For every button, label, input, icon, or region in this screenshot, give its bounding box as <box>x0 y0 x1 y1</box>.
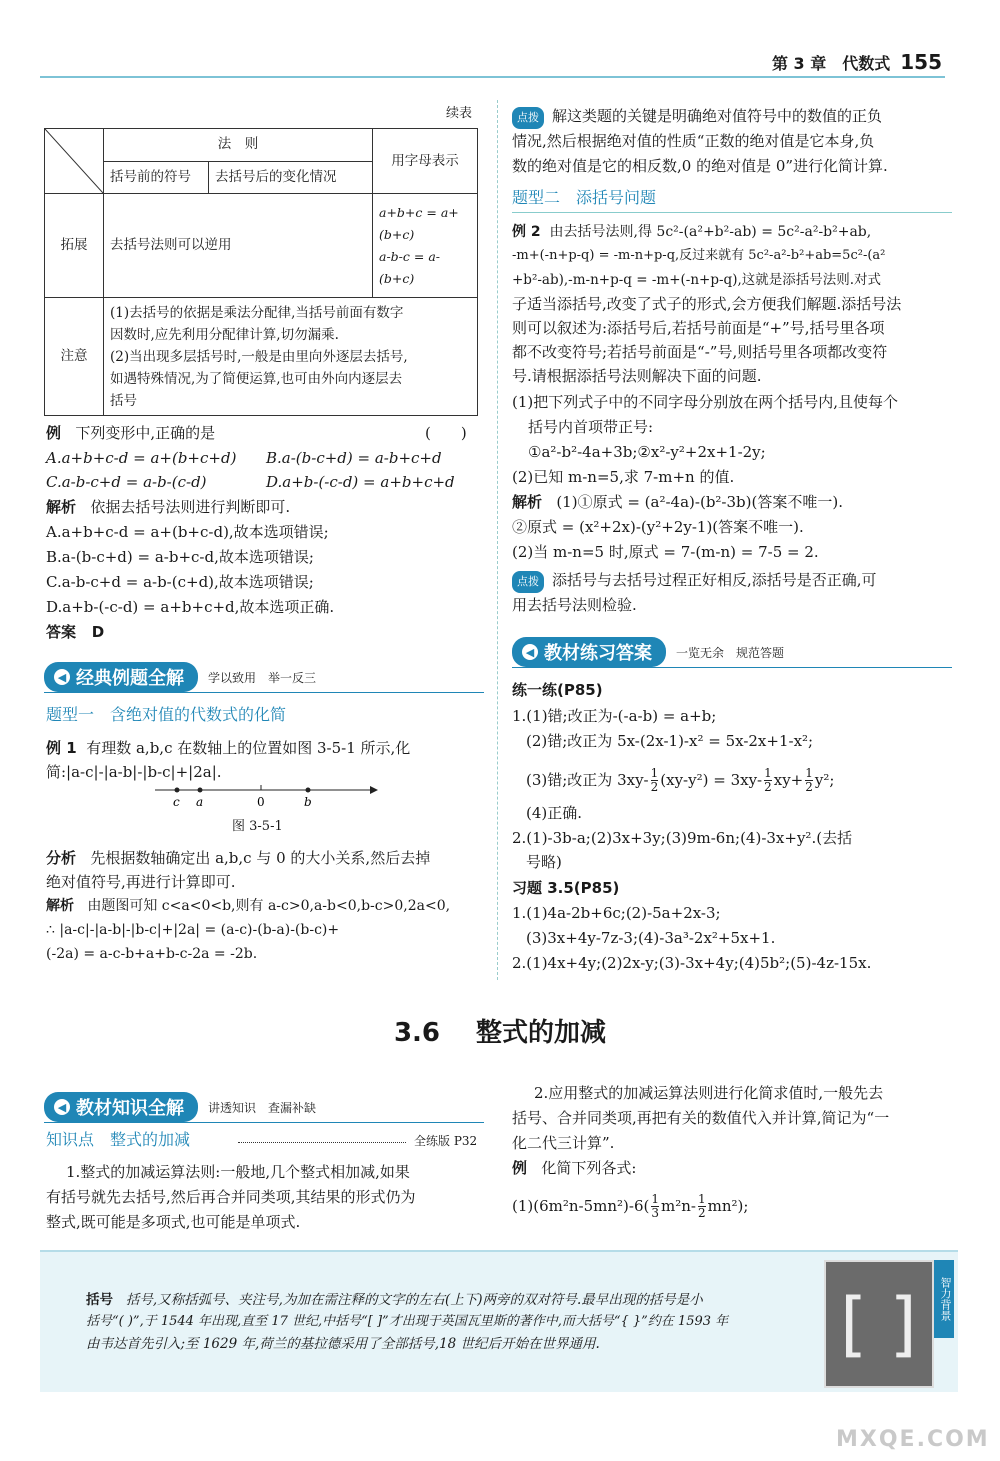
analysis-line: C.a-b-c+d = a-b-(c+d),故本选项错误; <box>46 573 314 591</box>
tip2-line2: 用去括号法则检验. <box>512 596 637 614</box>
br-para: 化二代三计算”. <box>512 1134 615 1152</box>
row-extend-text: 去括号法则可以逆用 <box>104 194 373 298</box>
jx2-line2: ②原式 = (x²+2x)-(y²+2y-1)(答案不唯一). <box>512 518 804 536</box>
ex2-line6: 都不改变符号;若括号前面是“-”号,则括号里各项都改变符 <box>512 343 888 361</box>
tip1-line <box>512 106 882 129</box>
label-c: c <box>173 795 180 809</box>
br-para: 括号、合并同类项,再把有关的数值代入并计算,简记为“一 <box>512 1109 890 1127</box>
option-b: B.a-(b-c+d) = a-b+c+d <box>266 449 442 467</box>
example-label: 例 <box>46 424 62 442</box>
lx-line: 号略) <box>526 853 562 871</box>
section-title <box>0 1012 1000 1049</box>
ex2-text: 由去括号法则,得 5c²-(a²+b²-ab) = 5c²-a²-b²+ab, <box>549 224 872 240</box>
header-rule <box>40 76 945 78</box>
analysis-text: 依据去括号法则进行判断即可. <box>90 498 291 516</box>
banner-subtitle: 学以致用 举一反三 <box>208 670 317 685</box>
frac-den: 2 <box>805 779 813 794</box>
number-line <box>150 780 380 810</box>
jx2-label: 解析 <box>512 493 543 511</box>
table-diagonal-cell <box>45 129 104 194</box>
col-header-rule: 法 则 <box>104 129 373 162</box>
lx-line: (4)正确. <box>526 804 583 822</box>
knowledge-ref: 全练版 P32 <box>414 1134 478 1148</box>
arrow-icon <box>370 786 378 794</box>
col-header-letter: 用字母表示 <box>373 129 478 194</box>
chapter-title: 第 3 章 代数式 <box>771 54 891 73</box>
row-head-extend: 拓展 <box>45 194 104 298</box>
xt-line: 2.(1)4x+4y;(2)2x-y;(3)-3x+4y;(4)5b²;(5)-4z-15x. <box>512 954 872 972</box>
answer-paren: ( ) <box>425 424 467 442</box>
lx3-part: (xy-y²) = 3xy- <box>660 771 763 789</box>
col-header-sign: 括号前的符号 <box>104 161 209 194</box>
lx3-part: (3)错;改正为 3xy- <box>526 771 649 789</box>
note-line: (1)去括号的依据是乘法分配律,当括号前面有数字 <box>110 304 404 321</box>
jx-line2: ∴ |a-c|-|a-b|-|b-c|+|2a| = (a-c)-(b-a)-(b-c)+ <box>46 922 340 938</box>
footer-text: 括号,又称括弧号、夹注号,为加在需注释的文字的左右(上下)两旁的双对符号.最早出现的括号是小 <box>125 1292 703 1308</box>
fraction-half <box>805 767 813 794</box>
jx2-text: (1)①原式 = (a²-4a)-(b²-3b)(答案不唯一). <box>556 493 843 511</box>
br-ex-label: 例 <box>512 1159 528 1177</box>
footer-line2: 括号“( )”,于 1544 年出现,直至 17 世纪,中括号“[ ]”才出现于英国瓦里斯的著作中,而大括号“{ }”约在 1593 年 <box>86 1314 729 1329</box>
fx-label: 分析 <box>46 849 77 867</box>
jx2-line <box>512 492 843 512</box>
note-line: (2)当出现多层括号时,一般是由里向外逐层去括号, <box>110 348 408 365</box>
kp-para: 整式,既可能是多项式,也可能是单项式. <box>46 1213 301 1231</box>
formula-line: (b+c) <box>379 226 415 242</box>
ex2-q2: (2)已知 m-n=5,求 7-m+n 的值. <box>512 468 735 486</box>
example-question <box>46 423 215 443</box>
point-c <box>175 788 180 793</box>
answer <box>46 622 104 642</box>
fx-line <box>46 848 430 868</box>
note-line: 因数时,应先利用分配律计算,切勿漏乘. <box>110 326 339 343</box>
br-ex1 <box>512 1186 748 1226</box>
br-para: 2.应用整式的加减运算法则进行化简求值时,一般先去 <box>534 1084 884 1102</box>
ex2-q1: (1)把下列式子中的不同字母分别放在两个括号内,且使每个 <box>512 393 899 411</box>
banner-title: 教材练习答案 <box>544 643 652 664</box>
lx-line: 1.(1)错;改正为-(-a-b) = a+b; <box>512 707 717 725</box>
lx3-part: y²; <box>814 771 835 789</box>
xt-line: (3)3x+4y-7z-3;(4)-3a³-2x²+5x+1. <box>526 929 776 947</box>
watermark: MXQE.COM <box>836 1427 990 1452</box>
example-text: 下列变形中,正确的是 <box>75 424 216 442</box>
ex2-line <box>512 222 871 242</box>
note-line: 如遇特殊情况,为了简便运算,也可由外向内逐层去 <box>110 370 403 387</box>
row-note-text <box>104 298 478 416</box>
ex1-line <box>46 738 410 758</box>
frac-num: 1 <box>651 1191 660 1206</box>
lx-line-frac <box>526 760 834 800</box>
formula-line: (b+c) <box>379 270 415 286</box>
ex1-line2: 简:|a-c|-|a-b|-|b-c|+|2a|. <box>46 763 222 781</box>
answer-label: 答案 <box>46 623 77 641</box>
formula-line: a+b+c = a+ <box>379 204 459 220</box>
knowledge-point: 知识点 整式的加减 <box>46 1130 191 1149</box>
jx-label: 解析 <box>46 898 74 914</box>
ex2-line5: 则可以叙述为:添括号后,若括号前面是“+”号,括号里各项 <box>512 319 885 337</box>
note-line: 括号 <box>110 392 137 409</box>
label-zero: 0 <box>257 795 265 809</box>
speaker-icon: ◀ <box>522 644 538 660</box>
footer-box <box>40 1250 958 1392</box>
type2-heading: 题型二 添括号问题 <box>512 188 657 207</box>
ex2-label: 例 2 <box>512 224 541 240</box>
br-example <box>512 1158 636 1178</box>
bracket-photo <box>824 1260 934 1388</box>
row-extend-formula <box>373 194 478 298</box>
formula-line: a-b-c = a- <box>379 248 440 264</box>
lx3-part: xy+ <box>773 771 804 789</box>
analysis <box>46 497 290 517</box>
analysis-line: D.a+b-(-c-d) = a+b+c+d,故本选项正确. <box>46 598 335 616</box>
label-a: a <box>196 795 204 809</box>
br-ex1-part: m²n- <box>661 1197 696 1215</box>
fraction-half <box>698 1193 706 1220</box>
lianyilian-title: 练一练(P85) <box>512 681 603 699</box>
column-divider <box>497 100 498 980</box>
banner-title: 教材知识全解 <box>76 1098 184 1119</box>
continued-label: 续表 <box>446 106 473 121</box>
side-tag: 智力背景 <box>934 1260 954 1338</box>
tip2-text: 添括号与去括号过程正好相反,添括号是否正确,可 <box>552 571 877 589</box>
banner-rule <box>44 692 484 693</box>
frac-den: 2 <box>697 1205 706 1220</box>
option-a: A.a+b+c-d = a+(b+c+d) <box>46 449 237 467</box>
analysis-label: 解析 <box>46 498 77 516</box>
figure-caption: 图 3-5-1 <box>232 819 283 834</box>
type1-heading: 题型一 含绝对值的代数式的化简 <box>46 705 287 724</box>
fx-line2: 绝对值符号,再进行计算即可. <box>46 873 236 891</box>
frac-num: 1 <box>805 765 813 780</box>
bracket-image <box>826 1262 932 1386</box>
banner-subtitle: 一览无余 规范答题 <box>676 645 785 660</box>
svg-text:[ ]: [ ] <box>840 1283 917 1365</box>
banner-rule <box>512 667 952 668</box>
page-number: 155 <box>900 50 942 74</box>
point-b <box>306 788 311 793</box>
lx-line: (2)错;改正为 5x-(2x-1)-x² = 5x-2x+1-x²; <box>526 732 814 750</box>
ex2-q1c: ①a²-b²-4a+3b;②x²-y²+2x+1-2y; <box>528 443 766 461</box>
option-c: C.a-b-c+d = a-b-(c-d) <box>46 473 207 491</box>
frac-num: 1 <box>697 1191 706 1206</box>
footer-line3: 由韦达首先引入;至 1629 年,荷兰的基拉德采用了全部括号,18 世纪后开始在世界通用. <box>86 1336 600 1352</box>
fx-text: 先根据数轴确定出 a,b,c 与 0 的大小关系,然后去掉 <box>90 849 431 867</box>
option-d: D.a+b-(-c-d) = a+b+c+d <box>266 473 455 491</box>
footer-term: 括号 <box>86 1292 113 1308</box>
ex2-line4: 子适当添括号,改变了式子的形式,会方便我们解题.添括号法 <box>512 295 902 313</box>
banner-classic <box>44 663 316 691</box>
br-ex1-part: mn²); <box>707 1197 749 1215</box>
banner-subtitle: 讲透知识 查漏补缺 <box>208 1100 317 1115</box>
frac-num: 1 <box>650 765 659 780</box>
speaker-icon: ◀ <box>54 1099 70 1115</box>
rules-table <box>44 128 478 416</box>
analysis-line: A.a+b+c-d = a+(b+c-d),故本选项错误; <box>46 523 329 541</box>
col-header-change: 去括号后的变化情况 <box>209 161 373 194</box>
dotted-leader <box>238 1142 406 1143</box>
banner-rule <box>44 1122 484 1123</box>
kp-para: 1.整式的加减运算法则:一般地,几个整式相加减,如果 <box>66 1163 410 1181</box>
ex2-line7: 号.请根据添括号法则解决下面的问题. <box>512 367 762 385</box>
frac-num: 1 <box>764 765 772 780</box>
frac-den: 2 <box>650 779 659 794</box>
section-name: 整式的加减 <box>476 1018 607 1048</box>
section-number: 3.6 <box>393 1018 441 1048</box>
jx-text: 由题图可知 c<a<0<b,则有 a-c>0,a-b<0,b-c>0,2a<0, <box>87 898 451 914</box>
ex2-line3: +b²-ab),-m-n+p-q = -m+(-n+p-q),这就是添括号法则.对式 <box>512 272 882 288</box>
fraction-half <box>764 767 772 794</box>
fraction-half <box>651 767 659 794</box>
ex2-q1b: 括号内首项带正号: <box>528 418 654 436</box>
footer-line <box>86 1290 703 1310</box>
banner-title: 经典例题全解 <box>76 668 184 689</box>
row-head-note: 注意 <box>45 298 104 416</box>
banner-pill <box>512 637 666 667</box>
frac-den: 3 <box>651 1205 660 1220</box>
jx-line3: (-2a) = a-c-b+a+b-c-2a = -2b. <box>46 946 258 962</box>
diagonal-line <box>45 129 103 193</box>
tip-badge: 点拨 <box>512 107 544 129</box>
banner-pill <box>44 1092 198 1122</box>
jx-line <box>46 896 450 916</box>
br-ex-text: 化简下列各式: <box>541 1159 637 1177</box>
frac-den: 2 <box>764 779 772 794</box>
banner-knowledge <box>44 1093 316 1121</box>
fraction-third <box>651 1193 659 1220</box>
banner-pill <box>44 662 198 692</box>
answer-value: D <box>91 623 105 641</box>
lx-line: 2.(1)-3b-a;(2)3x+3y;(3)9m-6n;(4)-3x+y².(去括 <box>512 829 853 847</box>
point-a <box>198 788 203 793</box>
type2-rule <box>512 212 952 213</box>
ex2-line2: -m+(-n+p-q) = -m-n+p-q,反过来就有 5c²-a²-b²+ab=5c²-(a² <box>512 248 886 263</box>
kp-para: 有括号就先去括号,然后再合并同类项,其结果的形式仍为 <box>46 1188 416 1206</box>
speaker-icon: ◀ <box>54 669 70 685</box>
tip-badge: 点拨 <box>512 571 544 593</box>
label-b: b <box>304 795 312 809</box>
xt-line: 1.(1)4a-2b+6c;(2)-5a+2x-3; <box>512 904 721 922</box>
page-header <box>772 50 942 74</box>
xiti-title: 习题 3.5(P85) <box>512 879 620 897</box>
br-ex1-part: (1)(6m²n-5mn²)-6( <box>512 1197 650 1215</box>
jx2-line3: (2)当 m-n=5 时,原式 = 7-(m-n) = 7-5 = 2. <box>512 543 819 561</box>
banner-answers <box>512 638 784 666</box>
tip2-line <box>512 570 877 593</box>
tip1-text: 解这类题的关键是明确绝对值符号中的数值的正负 <box>552 107 883 125</box>
tip1-line3: 数的绝对值是它的相反数,0 的绝对值是 0”进行化简计算. <box>512 157 888 175</box>
analysis-line: B.a-(b-c+d) = a-b+c-d,故本选项错误; <box>46 548 314 566</box>
ex1-label: 例 1 <box>46 739 77 757</box>
ex1-text: 有理数 a,b,c 在数轴上的位置如图 3-5-1 所示,化 <box>86 739 411 757</box>
tip1-line2: 情况,然后根据绝对值的性质“正数的绝对值是它本身,负 <box>512 132 875 150</box>
